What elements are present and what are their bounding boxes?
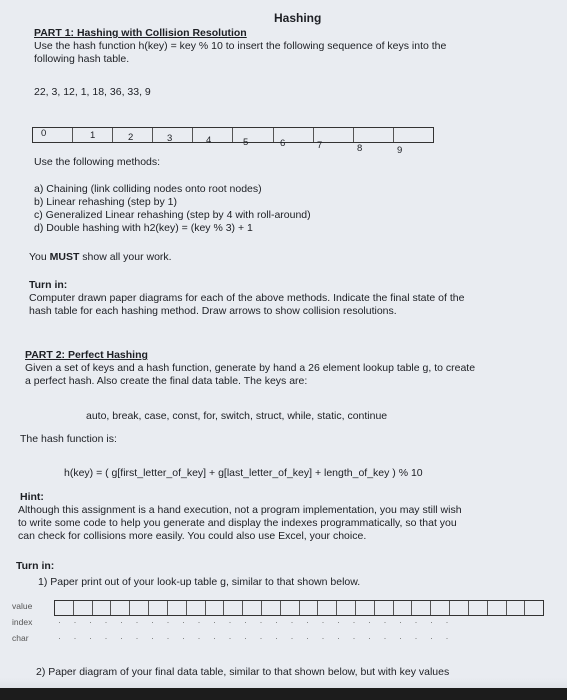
- part1-intro-line1: Use the hash function h(key) = key % 10 to insert the following sequence of keys into the: [34, 40, 447, 52]
- hash-index-9: 9: [397, 145, 403, 156]
- turn-in-item1: 1) Paper print out of your look-up table g, similar to that shown below.: [38, 576, 361, 588]
- page-title: Hashing: [274, 11, 322, 25]
- lookup-table-g-diagram: [54, 600, 544, 616]
- turn-in-item2: 2) Paper diagram of your final data table, similar to that shown below, but with key values: [36, 666, 450, 678]
- part2-intro-line2: a perfect hash. Also create the final data table. The keys are:: [25, 375, 308, 387]
- row-label-index: index: [12, 617, 33, 627]
- hint-line3: can check for collisions more easily. You could also use Excel, your choice.: [18, 530, 367, 542]
- method-a: a) Chaining (link colliding nodes onto root nodes): [34, 183, 262, 195]
- hash-index-2: 2: [128, 132, 134, 143]
- part1-keys: 22, 3, 12, 1, 18, 36, 33, 9: [34, 86, 151, 98]
- hint-line2: to write some code to help you generate and display the indexes programmatically, so that you: [18, 517, 457, 529]
- hash-index-7: 7: [317, 140, 323, 151]
- hint-line1: Although this assignment is a hand execution, not a program implementation, you may still wish: [18, 504, 462, 516]
- part2-heading: PART 2: Perfect Hashing: [25, 349, 148, 361]
- part1-turn-in-line2: hash table for each hashing method. Draw arrows to show collision resolutions.: [29, 305, 397, 317]
- part1-turn-in-line1: Computer drawn paper diagrams for each of the above methods. Indicate the final state of the: [29, 292, 465, 304]
- method-c: c) Generalized Linear rehashing (step by 4 with roll-around): [34, 209, 311, 221]
- lookup-char-row: · · · · · · · · · · · · · · · · · · · · · · · · · ·: [58, 633, 449, 643]
- hash-index-5: 5: [243, 137, 249, 148]
- method-b: b) Linear rehashing (step by 1): [34, 196, 177, 208]
- hash-index-4: 4: [206, 135, 212, 146]
- hash-function-formula: h(key) = ( g[first_letter_of_key] + g[last_letter_of_key] + length_of_key ) % 10: [64, 467, 423, 479]
- hash-index-6: 6: [280, 138, 286, 149]
- part1-intro-line2: following hash table.: [34, 53, 130, 65]
- part1-heading: PART 1: Hashing with Collision Resolution: [34, 27, 247, 39]
- hash-index-0: 0: [41, 128, 47, 139]
- methods-intro: Use the following methods:: [34, 156, 161, 168]
- hash-index-8: 8: [357, 143, 363, 154]
- part1-turn-in-heading: Turn in:: [29, 279, 68, 291]
- show-work-note: You MUST show all your work.: [29, 251, 172, 263]
- hash-function-label: The hash function is:: [20, 433, 117, 445]
- lookup-index-row: · · · · · · · · · · · · · · · · · · · · · · · · · ·: [58, 617, 449, 627]
- part2-intro-line1: Given a set of keys and a hash function, generate by hand a 26 element lookup table g, to create: [25, 362, 476, 374]
- part2-keys: auto, break, case, const, for, switch, struct, while, static, continue: [86, 410, 388, 422]
- row-label-char: char: [12, 633, 29, 643]
- row-label-value: value: [12, 601, 33, 611]
- method-d: d) Double hashing with h2(key) = (key % 3) + 1: [34, 222, 253, 234]
- photo-bottom-edge: [0, 688, 567, 700]
- part2-turn-in-heading: Turn in:: [16, 560, 55, 572]
- hash-index-3: 3: [167, 133, 173, 144]
- hint-heading: Hint:: [20, 491, 44, 503]
- hash-index-1: 1: [90, 130, 96, 141]
